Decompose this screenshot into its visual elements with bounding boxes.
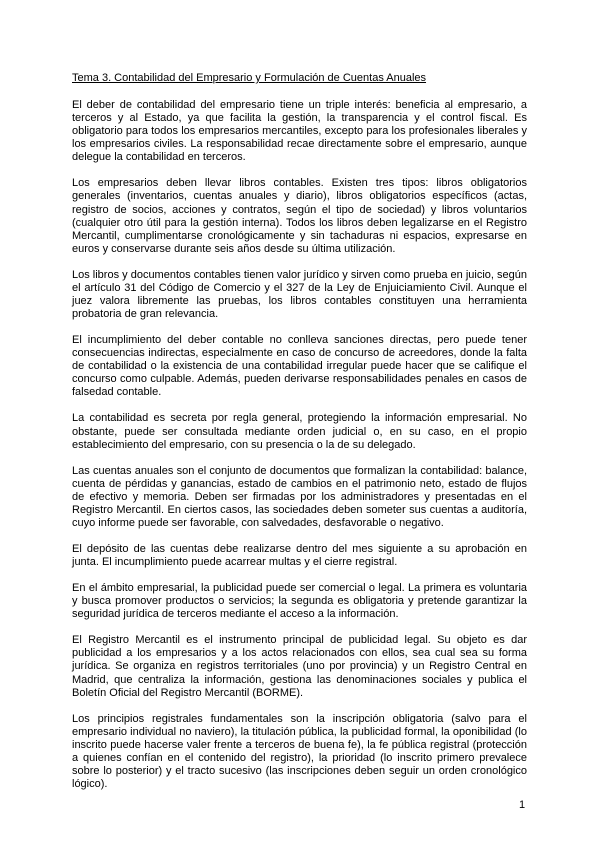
paragraph-publicity: En el ámbito empresarial, la publicidad puede ser comercial o legal. La primera es voluntaria y busca promover productos o servicios; la segunda es obligatoria y pretende garantizar la seguridad jurídica de terceros mediante el acceso a la información. bbox=[72, 582, 527, 621]
paragraph-registry-principles: Los principios registrales fundamentales son la inscripción obligatoria (salvo para el empresario individual no naviero), la titulación pública, la publicidad formal, la oponibilidad (lo inscrito puede hacerse valer frente a terceros de buena fe), la fe pública registral (protección a quienes confían en el contenido del registro), la prioridad (lo inscrito primero prevalece sobre lo posterior) y el tracto sucesivo (las inscripciones deben seguir un orden cronológico lógico). bbox=[72, 712, 527, 791]
paragraph-accounting-books: Los empresarios deben llevar libros contables. Existen tres tipos: libros obligatorios generales (inventarios, cuentas anuales y diario), libros obligatorios específicos (actas, registro de socios, acciones y contratos, según el tipo de sociedad) y libros voluntarios (cualquier otro útil para la gestión interna). Todos los libros deben legalizarse en el Registro Mercantil, cumplimentarse cronológicamente y sin tachaduras ni espacios, expresarse en euros y conservarse durante seis años desde su última utilización. bbox=[72, 177, 527, 255]
paragraph-accounting-duty: El deber de contabilidad del empresario tiene un triple interés: beneficia al empresario, a terceros y al Estado, ya que facilita la gestión, la transparencia y el control fiscal. Es obligatorio para todos los empresarios mercantiles, excepto para los profesionales liberales y los empresarios civiles. La responsabilidad recae directamente sobre el empresario, aunque delegue la contabilidad en terceros. bbox=[72, 99, 527, 164]
page-content bbox=[72, 72, 527, 804]
paragraph-secrecy: La contabilidad es secreta por regla general, protegiendo la información empresarial. No obstante, puede ser consultada mediante orden judicial o, en su caso, en el propio establecimiento del empresario, con su presencia o la de su delegado. bbox=[72, 412, 527, 451]
paragraph-noncompliance: El incumplimiento del deber contable no conlleva sanciones directas, pero puede tener consecuencias indirectas, especialmente en caso de concurso de acreedores, donde la falta de contabilidad o la existencia de una contabilidad irregular puede hacer que se califique el concurso como culpable. Además, pueden derivarse responsabilidades penales en casos de falsedad contable. bbox=[72, 334, 527, 399]
page-number: 1 bbox=[519, 799, 526, 811]
paragraph-deposit: El depósito de las cuentas debe realizarse dentro del mes siguiente a su aprobación en junta. El incumplimiento puede acarrear multas y el cierre registral. bbox=[72, 542, 527, 569]
paragraph-annual-accounts: Las cuentas anuales son el conjunto de documentos que formalizan la contabilidad: balance, cuenta de pérdidas y ganancias, estado de cambios en el patrimonio neto, estado de flujos de efectivo y memoria. Deben ser firmadas por los administradores y presentadas en el Registro Mercantil. En ciertos casos, las sociedades deben someter sus cuentas a auditoría, cuyo informe puede ser favorable, con salvedades, desfavorable o negativo. bbox=[72, 464, 527, 529]
document-title: Tema 3. Contabilidad del Empresario y Formulación de Cuentas Anuales bbox=[72, 72, 427, 84]
paragraph-mercantile-registry: El Registro Mercantil es el instrumento principal de publicidad legal. Su objeto es dar publicidad a los empresarios y a los actos relacionados con ellos, sea cual sea su forma jurídica. Se organiza en registros territoriales (uno por provincia) y un Registro Central en Madrid, que centraliza la información, gestiona las denominaciones sociales y publica el Boletín Oficial del Registro Mercantil (BORME). bbox=[72, 634, 527, 699]
paragraph-legal-value: Los libros y documentos contables tienen valor jurídico y sirven como prueba en juicio, según el artículo 31 del Código de Comercio y el 327 de la Ley de Enjuiciamiento Civil. Aunque el juez valora libremente las pruebas, los libros contables constituyen una herramienta probatoria de gran relevancia. bbox=[72, 268, 527, 321]
